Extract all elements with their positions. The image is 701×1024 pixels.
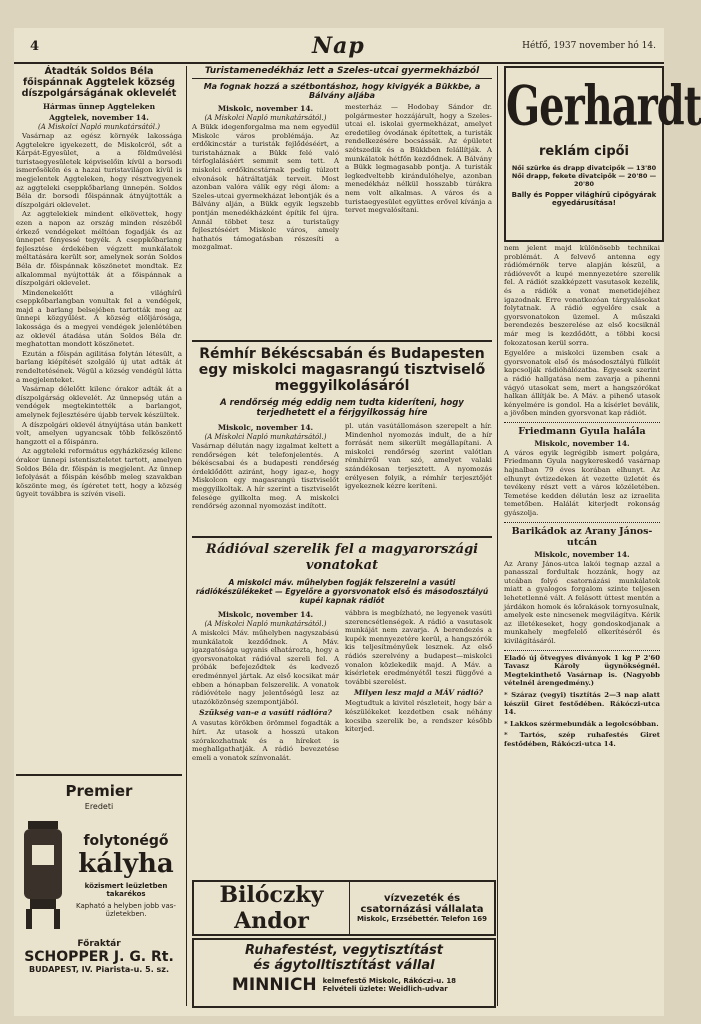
article-paragraph: A díszpolgári oklevél átnyújtása után bankett volt, amelyen ugyancsak több felköszöntő hangzott el a főispánra. <box>16 420 182 446</box>
page-number: 4 <box>30 39 40 54</box>
stove-icon <box>16 815 70 935</box>
article-paragraph: Ezután a főispán agilitása folytán létesült, a barlang kiépítését szolgáló új utat adták át rendeltetésének. Végül a község vendégül látta a megjelenteket. <box>16 349 182 384</box>
article-paragraph: Az aggtelekiek mindent elkövettek, hogy ezen a napon az ország minden részéből érkező vendégeket méltóan fogadják és az ünnepet fényessé tegyék. A cseppkőbarlang fejlesztése érdekében végzett munkálatok méltatására került sor, amelynek során Soldos Béla dr. főispánnak köszönetet mondtak. Ez alkalommal nyújtották át a főispánnak a díszpolgári oklevelet. <box>16 210 182 288</box>
issue-date: Hétfő, 1937 november hó 14. <box>522 41 656 51</box>
ad-text: Bally és Popper világhírű cipőgyárak egyedárusítása! <box>511 191 657 207</box>
article-body: A Bükk idegenforgalma ma nem egyedül Miskolc város problémája. Az erdőkincstár a turisták fejlődéséért, a turistaháznak a Bükk felé való térfoglalásáért semmit sem tett. A miskolci erdőkincstárnak pedig túlzott elvonások hátráltatják terveit. Most azonban valóra válik egy régi álom: a Szeles-utcai gyermekházat lebontják és a Bálvány alján, a Bükk egyik legszebb pontján menedékházként építik fel újra. Annál többet tesz a turistaügy fejlesztéséért Miskolc város, amely hathatós támogatásban részesíti a mozgalmat. <box>192 123 339 252</box>
article-body: pl. után vasútállomáson szerepelt a hír. Mindenhol nyomozás indult, de a hír forrását nem sikerült megállapítani. A miskolci rendőrség szerint valótlan rémhírről van szó, amelyet valaki szándékosan terjesztett. A nyomozás erélyesen folyik, a rémhír terjesztőjét igyekeznek kézre keríteni. <box>345 422 492 491</box>
article-subhead: A rendőrség még eddig nem tudta kideríteni, hogy terjedhetett el a férjgyilkosság híre <box>220 398 464 418</box>
ad-text: vízvezeték és <box>383 893 461 904</box>
article-body: vábbra is megbízható, ne legyenek vasúti szerencsétlenségek. A rádió a vasutasok munkáját nem zavarja. A berendezés a kupék mennyezetére kerül, a hangszórók kis teljesítményűek lesznek. Az első rádiós szerelvény a budapest—miskolci vonalon közlekedik majd. A Máv. a kísérletek eredményétől teszi függővé a további szerelést. <box>345 609 492 686</box>
ad-text: Eredeti <box>84 802 114 811</box>
article-source: (A Miskolci Napló munkatársától.) <box>204 620 327 628</box>
column-rule <box>186 66 187 1006</box>
classified-ad: * Lakkos szérmebundák a legolcsóbban. <box>504 719 659 728</box>
article-paragraph: Az aggteleki református egyházközség kilenc órakor ünnepi istentiszteletet tartott, amelyen Soldos Béla dr. főispán is megjelent. Az ünnep lefolyását a főispán később meleg szavakban köszönte meg, és ígéretet tett, hogy a község ügyeit továbbra is szívén viseli. <box>16 447 182 499</box>
ad-text: Felvételi üzlete: Weidlich-udvar <box>322 985 448 993</box>
page-header <box>14 28 664 64</box>
article-body: A miskolci Máv. műhelyben nagyszabású munkálatok kezdődnek. A Máv. igazgatósága ugyanis elhatározta, hogy a gyorsvonatokat rádióval szereli fel. A próbák befejeződtek és kedvező eredménnyel jártak. Az első kocsikat már ebben a hónapban felszerelik. A vonatok rádióvétele nagy jelentőségű lesz az utazóközönség szempontjából. <box>192 629 339 706</box>
article-headline: Rádióval szerelik fel a magyarországi vonatokat <box>205 542 479 573</box>
article-headline: Átadták Soldos Béla főispánnak Aggtelek község díszpolgárságának oklevelét <box>21 66 177 99</box>
ad-text: reklám cipői <box>538 144 630 159</box>
ad-text: Miskolc, Erzsébettér. Telefon 169 <box>356 915 488 923</box>
article-dateline: Aggtelek, november 14. <box>49 113 149 122</box>
ad-text: Ruhafestést, vegytisztítást <box>245 943 443 958</box>
ad-text: közismert leüzletben takarékos <box>84 881 168 898</box>
ad-text: BUDAPEST, IV. Piarista-u. 5. sz. <box>29 965 169 974</box>
article-source: (A Miskolci Napló munkatársától.) <box>204 433 327 441</box>
ad-gerhardt <box>504 66 701 242</box>
column-rule <box>497 66 498 1006</box>
article-subhead: Hármas ünnep Aggteleken <box>42 102 156 111</box>
article-paragraph: Vasárnap az egész környék lakossága Aggtelekre igyekezett, de Miskolcról, sőt a Kárpát-Egyesület, a a földművelési turistaegyesületek képviselőin kívül a borsodi ismerősökön és a hazai turistavilágon kívül is megjelentek Aggteleken, hogy résztvegyenek az aggteleki cseppkőbarlang ünnepén. Soldos Béla dr. borsodi főispánnak átnyújtották a díszpolgári oklevelet. <box>16 132 182 209</box>
classified-ad: * Száraz (vegyi) tisztítás 2—3 nap alatt készül Giret festődében. Rákóczi-utca 14. <box>504 690 660 717</box>
article-body: mesterház — Hodobay Sándor dr. polgármester hozzájárult, hogy a Szeles-utcai el. iskolai gyermekházat, amelyet eredetileg óvodának építettek, a turisták rendelkezésére bocsássák. Az épületet szétszedik és a Bükkben felállítják. A munkálatok hétfőn kezdődnek. A Bálvány a Bükk legmagasabb pontja. A turisták legkedveltebb kirándulóhelye, azonban menedékház nélkül hosszabb túrákra nem volt alkalmas. A város és a turistaegyesület együttes erővel kívánja a tervet megvalósítani. <box>345 103 492 215</box>
article-tourist-house <box>192 66 492 334</box>
ad-text: Kapható a helyben jobb vas-üzletekben. <box>76 901 176 918</box>
article-dateline: Miskolc, november 14. <box>217 104 314 113</box>
article-source: (A Miskolci Napló munkatársától.) <box>38 123 160 131</box>
article-subhead: Szükség van-e a vasúti rádióra? <box>199 708 332 718</box>
article-rumor <box>192 340 492 532</box>
ad-text: Női drapp, fekete divatcipők — 20'80 — 20'80 <box>511 172 657 188</box>
article-body: Egyelőre a miskolci üzemben csak a gyorsvonatok első és másodosztályú fülkéit kapcsolják rádióhálózatba. Egyesek szerint a rádió hallgatása nem zavarja a pihenni vágyó utasokat sem, mert a hangszórókat halkan állítják be. A Máv. a pihenő utasok kényelmére is gondol. Ha a kísérlet beválik, a jövőben minden gyorsvonat kap rádiót. <box>504 349 660 418</box>
article-aggtelek <box>16 66 182 768</box>
article-dateline: Miskolc, november 14. <box>217 610 314 619</box>
ad-minnich <box>192 938 496 1008</box>
article-body: nem jelent majd különösebb technikai problémát. A felvevő antenna egy rádiómérnök terve alapján készül, a rádióvevőt a kupé mennyezetére szerelik fel. A rádiót szakképzett vasutasok kezelik, és a rádiók a vonat menetidejéhez igazodnak. Erre vonatkozóan tárgyalásokat folytatnak. A rádió egyelőre csak a gyorsvonatokon üzemel. A műszaki berendezés beszerelése az első kocsiknál már meg is kezdődött, a többi kocsi fokozatosan kerül sorra. <box>504 244 660 347</box>
ad-text: kelmefestő Miskolc, Rákóczi-u. 18 <box>322 977 457 985</box>
article-subhead: Ma fognak hozzá a szétbontáshoz, hogy kivigyék a Bükkbe, a Bálvány aljába <box>203 82 481 100</box>
ad-text: Főraktár <box>77 939 121 949</box>
ad-premier-title: Premier <box>65 782 133 800</box>
article-headline: Rémhír Békéscsabán és Budapesten egy miskolci magasrangú tisztviselő meggyilkolásáról <box>198 346 486 394</box>
article-subhead: Milyen lesz majd a MÁV rádió? <box>353 688 484 698</box>
article-body: Az Arany János-utca lakói tegnap azzal a panasszal fordultak hozzánk, hogy az utcában folyó csatornázási munkálatok miatt a gyalogos forgalom szinte teljesen lehetetlenné vált. A felásott úttest mentén a járdákon homok és kőrakások tornyosulnak, amelyek este nincsenek megvilágítva. Kérik az illetékeseket, hogy gondoskodjanak a munkahely megfelelő elkerítéséről és kivilágításáról. <box>504 559 660 645</box>
classified-ad: Eladó új ötvegyes diványok 1 kg P 2'60 Tavasz Károly ügynökségnél. Megtekinthető Vasárnap is. (Nagyobb vételnél árengedmény.) <box>504 653 660 688</box>
article-dateline: Miskolc, november 14. <box>217 423 314 432</box>
article-body: A vasutas körökben örömmel fogadták a hírt. Az utasok a hosszú utakon szórakozhatnak és a híreket is meghallgathatják. A rádió bevezetése emeli a vonatok színvonalát. <box>192 719 339 762</box>
article-body: Megtudtuk a kivitel részleteit, hogy bár a készülékeket kezdetben csak néhány kocsiba szerelik be, a rendszer később kiterjed. <box>345 699 492 734</box>
article-headline: Barikádok az Arany János-utcán <box>511 525 653 548</box>
newspaper-page <box>14 28 701 1016</box>
article-dateline: Miskolc, november 14. <box>534 549 630 559</box>
ad-text: SCHOPPER J. G. Rt. <box>24 949 174 965</box>
ad-bilotzky-name: Bilóczky Andor <box>194 882 350 934</box>
masthead-logo: Nap <box>312 33 365 59</box>
article-body <box>16 132 182 499</box>
article-source: (A Miskolci Napló munkatársától.) <box>204 114 327 122</box>
article-body: Vasárnap délután nagy izgalmat keltett a rendőrségen két telefonjelentés. A békéscsabai és a budapesti rendőrség érdeklődött aziránt, hogy igaz-e, hogy Miskolcon egy magasrangú tisztviselőt meggyilkoltak. A hír szerint a tisztviselőt felesége gyilkolta meg. A miskolci rendőrség azonnal nyomozást indított. <box>192 442 339 511</box>
ad-text: folytonégő <box>83 832 169 849</box>
article-subhead: A miskolci máv. műhelyben fogják felszerelni a vasúti rádiókészülékeket — Egyelőre a gyorsvonatok első és másodosztályú kupéi kapnak rádiót <box>195 578 489 605</box>
column-three <box>504 244 660 1006</box>
article-headline: Turistamenedékház lett a Szeles-utcai gyermekházból <box>192 66 492 79</box>
ad-text: csatornázási vállalata <box>360 904 484 915</box>
ad-premier-stove <box>16 774 182 1006</box>
article-paragraph: Mindenekelőtt a világhírű cseppkőbarlangban vonultak fel a vendégek, majd a barlang belsejében tartották meg az ünnepi közgyűlést. A község elöljárósága, lakossága és a megyei vendégek jelenlétében az oklevél átadása után Soldos Béla dr. meghatottan mondott köszönetet. <box>16 288 182 349</box>
ad-text: Női szürke és drapp divatcipők — 13'80 <box>511 164 657 172</box>
ad-minnich-name: MINNICH <box>231 975 317 995</box>
ad-text: és ágytolltisztítást vállal <box>253 958 435 973</box>
article-radio-trains <box>192 536 492 878</box>
article-headline: Friedmann Gyula halála <box>518 425 646 437</box>
article-body: A város egyik legrégibb ismert polgára, Friedmann Gyula nagykereskedő vasárnap hajnalban 79 éves korában elhunyt. Az elhunyt évtizedeken át vezette üzletét és tevékeny részt vett a város közéletében. Temetése kedden délután lesz az izraelita temetőben. Halálát kiterjedt rokonság gyászolja. <box>504 448 660 518</box>
ad-text: kályha <box>78 848 174 879</box>
article-paragraph: Vasárnap délelőtt kilenc órakor adták át a díszpolgárság oklevelét. Az ünnepség után a vendégek megtekintették a barlangot, amelynek fejlesztésére újabb tervek készültek. <box>16 385 182 419</box>
article-dateline: Miskolc, november 14. <box>534 438 630 448</box>
ad-gerhardt-name: Gerhardt <box>506 74 701 139</box>
ad-bilotzky <box>192 880 496 936</box>
classified-ad: * Tartós, szép ruhafestés Giret festődében, Rákóczi-utca 14. <box>504 731 660 748</box>
